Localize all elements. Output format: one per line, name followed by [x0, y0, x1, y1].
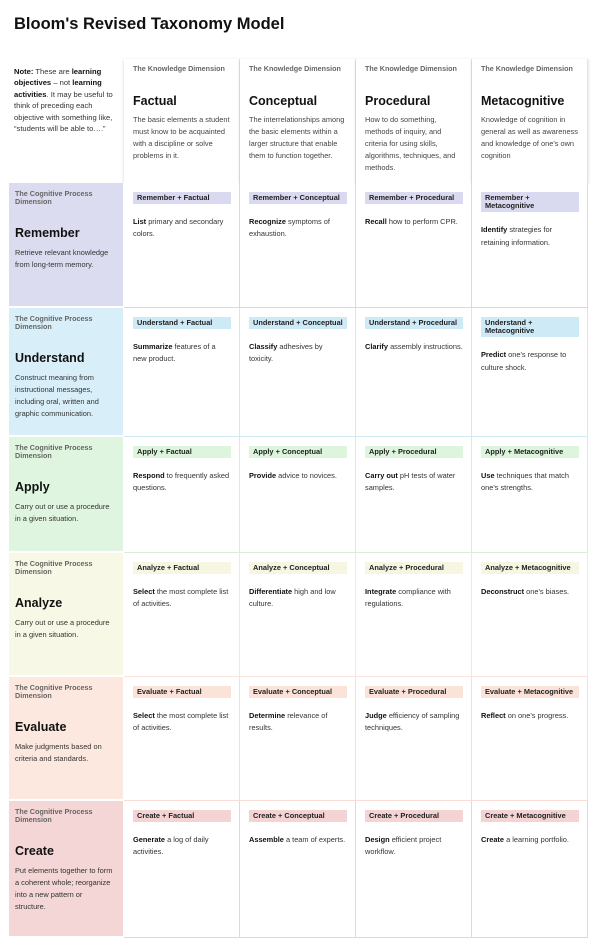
- cell-objective: [133, 216, 231, 240]
- cell-objective: [365, 216, 463, 228]
- objective-rest: on one's progress.: [505, 711, 569, 721]
- objective-rest: one's response to culture shock.: [481, 350, 567, 372]
- column-header-metacognitive: [472, 59, 588, 183]
- cell-tag: Analyze + Conceptual: [249, 562, 347, 574]
- note-label: Note:: [14, 67, 34, 76]
- objective-rest: techniques that match one's strengths.: [481, 471, 569, 493]
- objective-rest: efficiency of sampling techniques.: [365, 711, 460, 733]
- objective-verb: Predict: [481, 350, 507, 360]
- cell-understand-metacognitive: [472, 308, 588, 437]
- cell-objective: [481, 586, 579, 598]
- objective-rest: efficient project workflow.: [365, 835, 442, 857]
- objective-verb: Assemble: [249, 835, 284, 845]
- objective-verb: Create: [481, 835, 505, 845]
- cell-objective: [133, 586, 231, 610]
- cell-objective: [249, 470, 347, 482]
- cell-tag: Evaluate + Factual: [133, 686, 231, 698]
- cell-create-conceptual: [240, 801, 356, 938]
- column-title: Metacognitive: [481, 94, 565, 109]
- column-description: The basic elements a student must know to be acquainted with a discipline or solve problems in it.: [133, 115, 230, 160]
- cell-objective: [133, 341, 231, 365]
- objective-rest: high and low culture.: [249, 587, 336, 609]
- cell-tag: Understand + Metacognitive: [481, 317, 579, 337]
- row-description: Retrieve relevant knowledge from long-term memory.: [15, 247, 109, 269]
- cell-objective: [249, 341, 347, 365]
- objective-verb: Generate: [133, 835, 166, 845]
- cell-tag: Analyze + Metacognitive: [481, 562, 579, 574]
- knowledge-dimension-label: The Knowledge Dimension: [249, 64, 341, 73]
- objective-verb: Differentiate: [249, 587, 293, 597]
- cell-tag: Evaluate + Procedural: [365, 686, 463, 698]
- cell-objective: [365, 341, 463, 353]
- row-description: Carry out or use a procedure in a given situation.: [15, 617, 110, 639]
- row-description: Construct meaning from instructional messages, including oral, written and graphic communication.: [15, 372, 99, 419]
- cell-apply-conceptual: [240, 437, 356, 553]
- cognitive-process-label: The Cognitive Process Dimension: [15, 807, 93, 825]
- cell-analyze-procedural: [356, 553, 472, 677]
- cell-evaluate-procedural: [356, 677, 472, 801]
- cell-tag: Evaluate + Metacognitive: [481, 686, 579, 698]
- objective-verb: Recognize: [249, 217, 286, 227]
- objective-rest: how to perform CPR.: [386, 217, 458, 227]
- cell-tag: Apply + Factual: [133, 446, 231, 458]
- row-header-evaluate: [9, 677, 124, 801]
- objective-verb: Identify: [481, 225, 508, 235]
- column-description: The interrelationships among the basic elements within a larger structure that enable them to function together.: [249, 115, 345, 160]
- cell-remember-conceptual: [240, 183, 356, 308]
- row-title: Remember: [15, 225, 80, 240]
- column-title: Conceptual: [249, 94, 318, 109]
- row-description: Make judgments based on criteria and standards.: [15, 741, 102, 763]
- cell-remember-procedural: [356, 183, 472, 308]
- objective-verb: Respond: [133, 471, 165, 481]
- objective-verb: List: [133, 217, 147, 227]
- page-title: Bloom's Revised Taxonomy Model: [14, 15, 285, 33]
- row-title: Understand: [15, 350, 85, 365]
- knowledge-dimension-label: The Knowledge Dimension: [481, 64, 573, 73]
- cell-tag: Understand + Conceptual: [249, 317, 347, 329]
- objective-verb: Deconstruct: [481, 587, 525, 597]
- cell-apply-metacognitive: [472, 437, 588, 553]
- cell-objective: [133, 710, 231, 734]
- cell-objective: [365, 834, 463, 858]
- cell-evaluate-conceptual: [240, 677, 356, 801]
- row-title: Create: [15, 843, 54, 858]
- cognitive-process-label: The Cognitive Process Dimension: [15, 443, 93, 461]
- cell-tag: Analyze + Factual: [133, 562, 231, 574]
- cell-create-metacognitive: [472, 801, 588, 938]
- objective-rest: compliance with regulations.: [365, 587, 451, 609]
- cell-create-factual: [124, 801, 240, 938]
- note-bold-objectives: learning objectives: [14, 67, 102, 88]
- objective-verb: Reflect: [481, 711, 506, 721]
- objective-verb: Classify: [249, 342, 278, 352]
- objective-verb: Clarify: [365, 342, 389, 352]
- cognitive-process-label: The Cognitive Process Dimension: [15, 189, 93, 207]
- objective-verb: Judge: [365, 711, 387, 721]
- cell-tag: Remember + Factual: [133, 192, 231, 204]
- cell-tag: Understand + Procedural: [365, 317, 463, 329]
- objective-rest: assembly instructions.: [388, 342, 463, 352]
- row-header-analyze: [9, 553, 124, 677]
- cell-evaluate-factual: [124, 677, 240, 801]
- objective-verb: Carry out: [365, 471, 398, 481]
- cell-create-procedural: [356, 801, 472, 938]
- row-description: Carry out or use a procedure in a given situation.: [15, 501, 110, 523]
- objective-verb: Integrate: [365, 587, 397, 597]
- cell-objective: [249, 216, 347, 240]
- cell-understand-factual: [124, 308, 240, 437]
- note: [14, 66, 120, 134]
- note-bold-activities: learning activities: [14, 78, 102, 99]
- cognitive-process-label: The Cognitive Process Dimension: [15, 683, 93, 701]
- objective-verb: Select: [133, 587, 155, 597]
- cell-objective: [481, 224, 579, 248]
- objective-rest: a team of experts.: [283, 835, 346, 845]
- cell-tag: Create + Procedural: [365, 810, 463, 822]
- objective-verb: Select: [133, 711, 155, 721]
- cell-objective: [481, 710, 579, 722]
- row-title: Apply: [15, 479, 50, 494]
- objective-rest: advice to novices.: [276, 471, 337, 481]
- objective-rest: primary and secondary colors.: [133, 217, 224, 239]
- cognitive-process-label: The Cognitive Process Dimension: [15, 559, 93, 577]
- objective-verb: Use: [481, 471, 495, 481]
- cognitive-process-label: The Cognitive Process Dimension: [15, 314, 93, 332]
- objective-rest: the most complete list of activities.: [133, 711, 229, 733]
- objective-verb: Provide: [249, 471, 277, 481]
- column-description: Knowledge of cognition in general as well as awareness and knowledge of one's own cognition: [481, 115, 578, 160]
- row-header-create: [9, 801, 124, 938]
- cell-objective: [365, 586, 463, 610]
- cell-remember-metacognitive: [472, 183, 588, 308]
- cell-objective: [365, 710, 463, 734]
- objective-verb: Determine: [249, 711, 286, 721]
- row-title: Evaluate: [15, 719, 67, 734]
- cell-objective: [133, 834, 231, 858]
- column-header-conceptual: [240, 59, 356, 183]
- row-header-remember: [9, 183, 124, 308]
- cell-objective: [481, 349, 579, 373]
- cell-objective: [249, 586, 347, 610]
- objective-rest: features of a new product.: [133, 342, 216, 364]
- note-text-pre: These are: [33, 67, 72, 76]
- objective-rest: strategies for retaining information.: [481, 225, 553, 247]
- cell-tag: Evaluate + Conceptual: [249, 686, 347, 698]
- row-header-apply: [9, 437, 124, 553]
- cell-objective: [249, 834, 347, 846]
- cell-tag: Create + Conceptual: [249, 810, 347, 822]
- cell-evaluate-metacognitive: [472, 677, 588, 801]
- cell-tag: Remember + Metacognitive: [481, 192, 579, 212]
- cell-tag: Remember + Conceptual: [249, 192, 347, 204]
- cell-apply-procedural: [356, 437, 472, 553]
- column-title: Factual: [133, 94, 177, 109]
- objective-verb: Recall: [365, 217, 387, 227]
- objective-verb: Summarize: [133, 342, 173, 352]
- column-header-factual: [124, 59, 240, 183]
- knowledge-dimension-label: The Knowledge Dimension: [365, 64, 457, 73]
- objective-rest: the most complete list of activities.: [133, 587, 229, 609]
- cell-objective: [133, 470, 231, 494]
- objective-verb: Design: [365, 835, 390, 845]
- cell-analyze-metacognitive: [472, 553, 588, 677]
- cell-objective: [481, 470, 579, 494]
- note-text-mid: – not: [51, 78, 73, 88]
- objective-rest: a log of daily activities.: [133, 835, 209, 857]
- cell-tag: Create + Metacognitive: [481, 810, 579, 822]
- cell-understand-procedural: [356, 308, 472, 437]
- objective-rest: relevance of results.: [249, 711, 328, 733]
- objective-rest: one's biases.: [524, 587, 570, 597]
- cell-analyze-conceptual: [240, 553, 356, 677]
- cell-tag: Create + Factual: [133, 810, 231, 822]
- row-header-understand: [9, 308, 124, 437]
- cell-objective: [481, 834, 579, 846]
- cell-tag: Apply + Metacognitive: [481, 446, 579, 458]
- cell-tag: Remember + Procedural: [365, 192, 463, 204]
- row-title: Analyze: [15, 595, 63, 610]
- objective-rest: adhesives by toxicity.: [249, 342, 323, 364]
- row-description: Put elements together to form a coherent whole; reorganize into a new pattern or structure.: [15, 865, 113, 912]
- column-header-procedural: [356, 59, 472, 183]
- cell-tag: Apply + Procedural: [365, 446, 463, 458]
- objective-rest: symptoms of exhaustion.: [249, 217, 330, 239]
- cell-tag: Understand + Factual: [133, 317, 231, 329]
- cell-objective: [249, 710, 347, 734]
- cell-apply-factual: [124, 437, 240, 553]
- cell-understand-conceptual: [240, 308, 356, 437]
- knowledge-dimension-label: The Knowledge Dimension: [133, 64, 225, 73]
- note-text-post: . It may be useful to think of preceding each objective with something like, “students will be able to….”: [14, 89, 113, 133]
- cell-tag: Apply + Conceptual: [249, 446, 347, 458]
- objective-rest: a learning portfolio.: [504, 835, 569, 845]
- cell-remember-factual: [124, 183, 240, 308]
- cell-tag: Analyze + Procedural: [365, 562, 463, 574]
- cell-objective: [365, 470, 463, 494]
- objective-rest: pH tests of water samples.: [365, 471, 456, 493]
- cell-analyze-factual: [124, 553, 240, 677]
- column-title: Procedural: [365, 94, 431, 109]
- objective-rest: to frequently asked questions.: [133, 471, 230, 493]
- column-description: How to do something, methods of inquiry, and criteria for using skills, algorithms, techniques, and methods.: [365, 115, 456, 172]
